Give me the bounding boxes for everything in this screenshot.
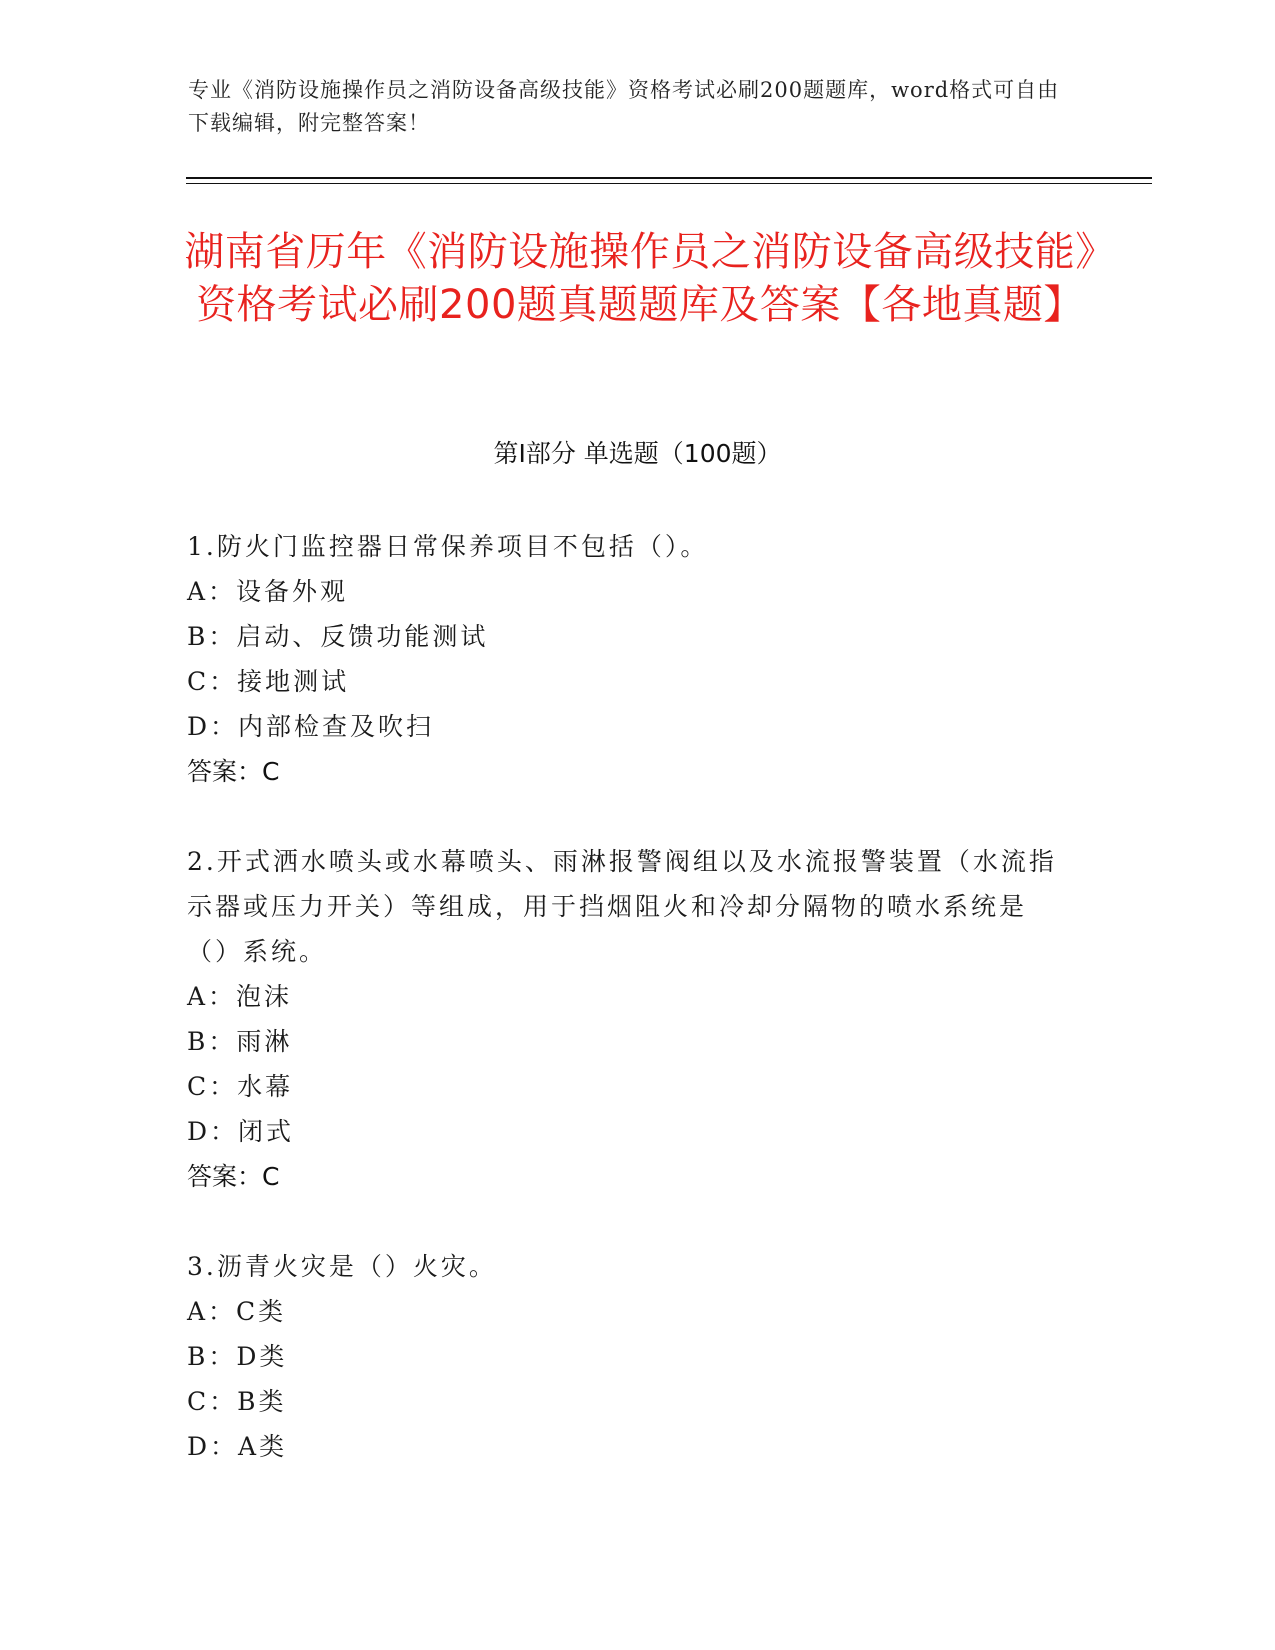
option-a: A：设备外观 [187,577,349,606]
option-b: B：雨淋 [187,1027,293,1056]
question-list [187,524,1067,1514]
document-title: 湖南省历年《消防设施操作员之消防设备高级技能》资格考试必刷200题真题题库及答案【各地真题】 [184,229,1096,328]
option-c: C：B类 [187,1387,287,1416]
option-c: C：水幕 [187,1072,294,1101]
option-a: A：泡沫 [187,982,293,1011]
document-header-note: 专业《消防设施操作员之消防设备高级技能》资格考试必刷200题题库，word格式可自由下载编辑，附完整答案！ [188,78,1060,135]
question-stem: 2.开式洒水喷头或水幕喷头、雨淋报警阀组以及水流报警装置（水流指示器或压力开关）等组成，用于挡烟阻火和冷却分隔物的喷水系统是（）系统。 [187,847,1057,966]
question-1 [187,524,1067,794]
option-a: A：C类 [187,1297,287,1326]
option-d: D：内部检查及吹扫 [187,712,435,741]
answer-line: 答案：C [187,1162,280,1191]
header-divider-thick [186,177,1152,179]
answer-line: 答案：C [187,757,280,786]
section-heading: 第Ⅰ部分 单选题（100题） [493,439,782,468]
header-divider-thin [186,183,1152,184]
option-b: B：D类 [187,1342,288,1371]
option-d: D：闭式 [187,1117,295,1146]
question-3 [187,1244,1067,1469]
option-c: C：接地测试 [187,667,350,696]
question-stem: 3.沥青火灾是（）火灾。 [187,1252,497,1281]
question-2 [187,839,1067,1199]
option-d: D：A类 [187,1432,288,1461]
option-b: B：启动、反馈功能测试 [187,622,489,651]
question-stem: 1.防火门监控器日常保养项目不包括（）。 [187,532,709,561]
